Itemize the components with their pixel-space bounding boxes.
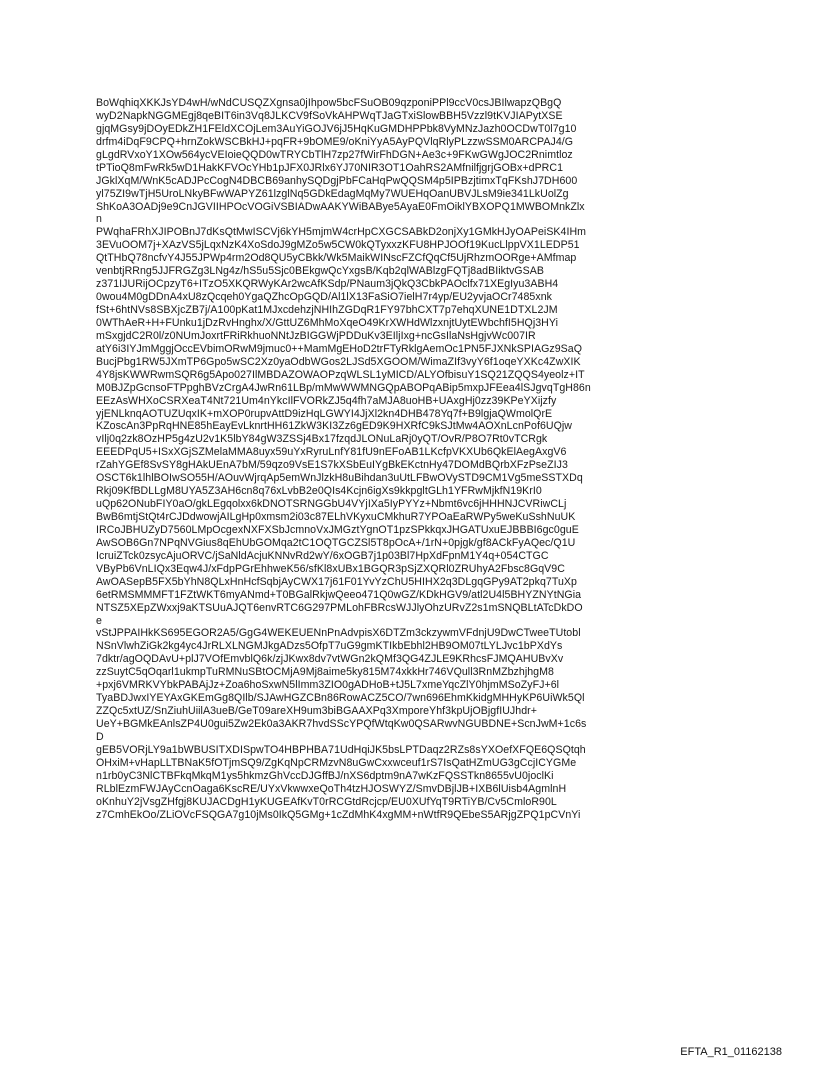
- text-line: n: [96, 213, 102, 226]
- text-line: mSxgjdC2R0l/z0NUmJoxrtFRiRkhuoNNtJzBIGGWjPDDuKv3EIljIxg+ncGsIlaNsHgjvWc007IR: [96, 329, 536, 342]
- text-line: wyD2NapkNGGMEgj8qeBIT6in3Vq8JLKCV9fSoVkAHPWqTJaGTxiSlowBBH5Vzzl9tKVJIAPytXSE: [96, 109, 563, 122]
- text-line: UeY+BGMkEAnlsZP4U0gui5Zw2Ek0a3AKR7hvdSScYPQfWtqKw0QSARwvNGUBDNE+ScnJwM+1c6s: [96, 718, 587, 730]
- text-line: yjENLknqAOTUZUqxIK+mXOP0rupvAttD9izHqLGWYI4JjXl2kn4DHB478Yq7f+B9lgjaQWmolQrE: [96, 407, 553, 420]
- text-line: IRCoJBHUZyD7560LMpOcgexNXFXSbJcmnoVxJMGztYgnOT1pzSPkkqxJHGATUxuEJBBBI6gc0guE: [96, 523, 579, 536]
- text-line: NTSZ5XEpZWxxj9aKTSUuAJQT6envRTC6G297PMLohFBRcsWJJlyOhzURvZ2s1mSNQBLtATcDkDO: [96, 601, 583, 614]
- text-line: RLblEzmFWJAyCcnOaga6KscRE/UYxVkwwxeQoTh4tzHJOSWYZ/SmvDBjlJB+IXB6lUisb4AgmlnH: [96, 782, 567, 795]
- text-line: JGklXqM/WnK5cADJPcCogN4DBCB69anhySQDgjPbFCaHqPwQQSM4p5IPBzjtimxTqFKshJ7DH600: [96, 174, 578, 187]
- text-line: QtTHbQ78ncfvY4J55JPWp4rm2Od8QU5yCBkk/Wk5MaikWINscFZCfQqCf5UjRhzmOORge+AMfmap: [96, 252, 577, 265]
- text-line: NSnVlwhZiGk2kg4yc4JrRLXLNGMJkgADzs5OfpT7uG9gmKTIkbEbhl2HB9OM07tLYLJvc1bPXdYs: [96, 640, 563, 653]
- text-line: 6etRMSMMMFT1FZtWKT6myANmd+T0BGalRkjwQeeo471Q0wGZ/KDkHGV9/atl2U4l5BHYZNYtNGia: [96, 588, 582, 601]
- text-line: IcruiZTck0zsycAjuORVC/jSaNldAcjuKNNvRd2wY/6xOGB7j1p03Bl7HpXdFpnM1Y4q+054CTGC: [96, 549, 549, 562]
- text-line: VByPb6VnLIQx3Eqw4J/xFdpPGrEhhweK56/sfKl8xUBx1BGQR3pSjZXQRl0ZRUhyA2Fbsc8GqV9C: [96, 562, 565, 575]
- text-line: KZoscAn3PpRqHNE85hEayEvLknrtHH61ZkW3KI3Zz6gED9K9HXRfC9kSJtMw4AOXnLcnPof6UQjw: [96, 420, 572, 433]
- text-line: z371IJURijOCpzyT6+ITzO5XKQRWyKAr2wcAfKSdp/PNaum3jQkQ3CbkPAOclfx71XEgIyu3ABH4: [96, 278, 559, 291]
- text-line: 0WThAeR+H+FUnku1jDzRvHnghx/X/GttUZ6MhMoXqeO49KrXWHdWlzxnjtUytEWbchfI5HQj3HYi: [96, 316, 559, 329]
- text-line: AwSOB6Gn7NPqNVGius8qEhUbGOMqa2tC1OQTGCZSl5T8pOcA+/1rN+0pjgk/gf8ACkFyAQec/Q1U: [96, 536, 576, 549]
- text-line: gEB5VORjLY9a1bWBUSITXDISpwTO4HBPHBA71UdHqiJK5bsLPTDaqz2RZs8sYXOefXFQE6QSQtqh: [96, 743, 586, 756]
- text-line: uQp62ONubFIY0aO/gkLEgqolxx6kDNOTSRNGGbU4VYjIXa5IyPYYz+Nbmt6vc6jHHHNJCVRiwCLj: [96, 498, 567, 511]
- text-line: BoWqhiqXKKJsYD4wH/wNdCUSQZXgnsa0jIhpow5bcFSuOB09qzponiPPl9ccV0csJBIlwapzQBgQ: [96, 97, 562, 109]
- text-line: EEzAsWHXoCSRXeaT4Nt721Um4nYkcIlFVORkZJ5q4fh7aMJA8uoHB+UAxgHj0zz39KPeYXijzfy: [96, 394, 557, 407]
- text-line: rZahYGEf8SvSY8gHAkUEnA7bM/59qzo9VsE1S7kXSbEuIYgBkEKctnHy47DOMdBQrbXFzPseZIJ3: [96, 459, 568, 472]
- text-line: fSt+6htNVs8SBXjcZB7j/A100pKat1MJxcdehzjNHIhZGDqR1FY97bhCXT7p7ehqXUNE1DTXL2JM: [96, 304, 558, 316]
- text-line: BucjPbg1RW5JXmTP6Gpo5wSC2Xz0yaOdbWGos2LJSd5XGOOM/WimaZIf3vyY6f1oqeYXKc4ZwXIK: [96, 355, 581, 368]
- text-line: OSCT6k1lhlBOIwSO55H/AOuvWjrqAp5emWnJlzkH8uBihdan3uUtLFBwOVySTD9CM1Vg5meSSTXDq: [96, 472, 583, 485]
- text-line: tPTioQ8mFwRk5wD1HakKFVOcYHb1pJFX0JRlx6YJ70NIR3OT1OahRS2AMfnilfjgrjGOBx+dPRC1: [96, 161, 564, 174]
- text-line: e: [96, 614, 102, 627]
- text-line: venbtjRRng5JJFRGZg3LNg4z/hS5u5Sjc0BEkgwQcYxgsB/Kqb2qlWABlzgFQTj8adBIiktvGSAB: [96, 265, 544, 278]
- text-line: ShKoA3OADj9e9CnJGVIIHPOcVOGiVSBIADwAAKYWiBABye5AyaE0FmOiklYBXOPQ1MWBOMnkZlx: [96, 200, 585, 213]
- text-line: n1rb0yC3NlCTBFkqMkqM1ys5hkmzGhVccDJGffBJ/nXS6dptm9nA7wKzFQSSTkn8655vU0joclKi: [96, 769, 554, 782]
- text-line: ZZQc5xtUZ/SnZiuhUiilA3ueB/GeT09areXH9um3biBGAAXPq3XmporeYhf3kpUjOBjgfIUJhdr+: [96, 705, 537, 718]
- text-line: EEEDPqU5+ISxXGjSZMelaMMA8uyx59uYxRyruLnfY81fU9nEFoAB1LKcfpVKXUb6QkElAegAxgV6: [96, 446, 567, 459]
- text-line: Rkj09KfBDLLgM8UYA5Z3AH6cn8q76xLvbB2e0QIs4Kcjn6igXs9kkpgltGLh1YFRwMjkfN19KrI0: [96, 485, 542, 498]
- text-line: TyaBDJwxIYEYAxGKEmGg8QIlb/SJAwHGZCBn86RowACZ5CO/7wn696EhmKkidgMHHyKP6UiWk5Ql: [96, 692, 585, 705]
- text-line: yl75ZI9wTjH5UroLNkyBFwWAPYZ61lzglNq5GDkEdagMqMy7WUEHqOanUBVJLsM9ie341LkUolZg: [96, 187, 569, 200]
- text-line: vStJPPAIHkKS695EGOR2A5/GgG4WEKEUENnPnAdvpisX6DTZm3ckzywmVFdnjU9DwCTweeTUtobl: [96, 627, 581, 640]
- text-line: atY6i3IYJmMggjOccEVbimORwM9jmuc0++MamMgEHoD2trFTyRklgAemOc1PN5FJXNkSPIAGz9SaQ: [96, 342, 582, 355]
- text-line: BwB6mtjStQt4rCJDdwowjAILgHp0xmsm2i03c87ELhVKyxuCMkhuR7YPOaEaRWPy5weKuSshNuUK: [96, 511, 576, 523]
- text-line: z7CmhEkOo/ZLiOVcFSQGA7g10jMs0IkQ5GMg+1cZdMhK4xgMM+nWtfR9QEbeS5ARjgZPQ1pCVnYi: [96, 808, 581, 821]
- text-line: vIlj0q2zk8OzHP5g4zU2v1K5lbY84gW3ZSSj4Bx17fzqdJLONuLaRj0yQT/OvR/P8O7Rt0vTCRgk: [96, 433, 548, 446]
- encoded-text-block: [96, 97, 716, 822]
- text-line: zzSuytC5qOqarl1ukmpTuRMNuSBtOCMjA9Mj8aime5ky815M74xkkHr746VQull3RnMZbzhjhgM8: [96, 666, 554, 679]
- text-line: gLgdRVxoY1XOw564ycVEIoieQQD0wTRYCbTlH7zp27fWirFhDGN+Ae3c+9FKwGWgJOC2Rnimtloz: [96, 148, 573, 161]
- text-line: M0BJZpGcnsoFTPpghBVzCrgA4JwRn61LBp/mMwWWMNGQpABOPqABip5mxpJFEea4lSJgvqTgH86n: [96, 381, 591, 394]
- text-line: drfm4iDqF9CPQ+hrnZokWSCBkHJ+pqFR+9bOME9/oKniYyA5AyPQVlqRlyPLzzwSSM0ARCPAJ4/G: [96, 135, 574, 148]
- text-line: D: [96, 730, 104, 743]
- text-line: 7dktr/agOQDAvU+plJ7VOfEmvblQ6k/zjJKwx8dv7vtWGn2kQMf3QG4ZJLE9KRhcsFJMQAHUBvXv: [96, 653, 564, 666]
- text-line: AwOASepB5FX5bYhN8QLxHnHcfSqbjAyCWX17j61F01YvYzChU5HIHX2q3DLgqGPy9AT2pkq7TuXp: [96, 575, 577, 588]
- text-line: 0wou4M0gDDnA4xU8zQcqeh0YgaQZhcOpGQD/Al1lX13FaSiO7ielH7r4yp/EU2yvjaOCr7485xnk: [96, 291, 553, 304]
- text-line: gjqMGsy9jDOyEDkZH1FEldXCOjLem3AuYiGOJV6jJ5HqKuGMDHPPbk8VyMNzJazh0OCDwT0l7g10: [96, 122, 577, 135]
- text-line: PWqhaFRhXJIPOBnJ7dKsQtMwISCVj6kYH5mjmW4crHpCXGCSABkD2onjXy1GMkHJyOAPeiSK4IHm: [96, 226, 587, 239]
- document-id-footer: EFTA_R1_01162138: [680, 1046, 782, 1058]
- text-line: oKnhuY2jVsgZHfgj8KUJACDgH1yKUGEAfKvT0rRCGtdRcjcp/EU0XUfYqT9RTiYB/Cv5CmloR90L: [96, 795, 557, 808]
- text-line: OHxiM+vHapLLTBNaK5fOTjmSQ9/ZgKqNpCRMzvN8uGwCxxwceuf1rS7IsQatHZmUG3gCcjICYGMe: [96, 756, 577, 769]
- text-line: +pxj6VMRKVYbkPABAjJz+Zoa6hoSxwN5lImm3ZIO0gADHoB+tJ5L7xmeYqcZlY0hjmMSoZyFJ+6l: [96, 679, 560, 692]
- text-line: 4Y8jsKWWRwmSQR6g5Apo027IlMBDAZOWAOPzqWLSL1yMICD/ALYOfbisuY1SQ21ZQQS4yeolz+IT: [96, 368, 585, 381]
- text-line: 3EVuOOM7j+XAzVS5jLqxNzK4XoSdoJ9gMZo5w5CW0kQTyxxzKFU8HPJOOf19KucLlppVX1LEDP51: [96, 239, 580, 252]
